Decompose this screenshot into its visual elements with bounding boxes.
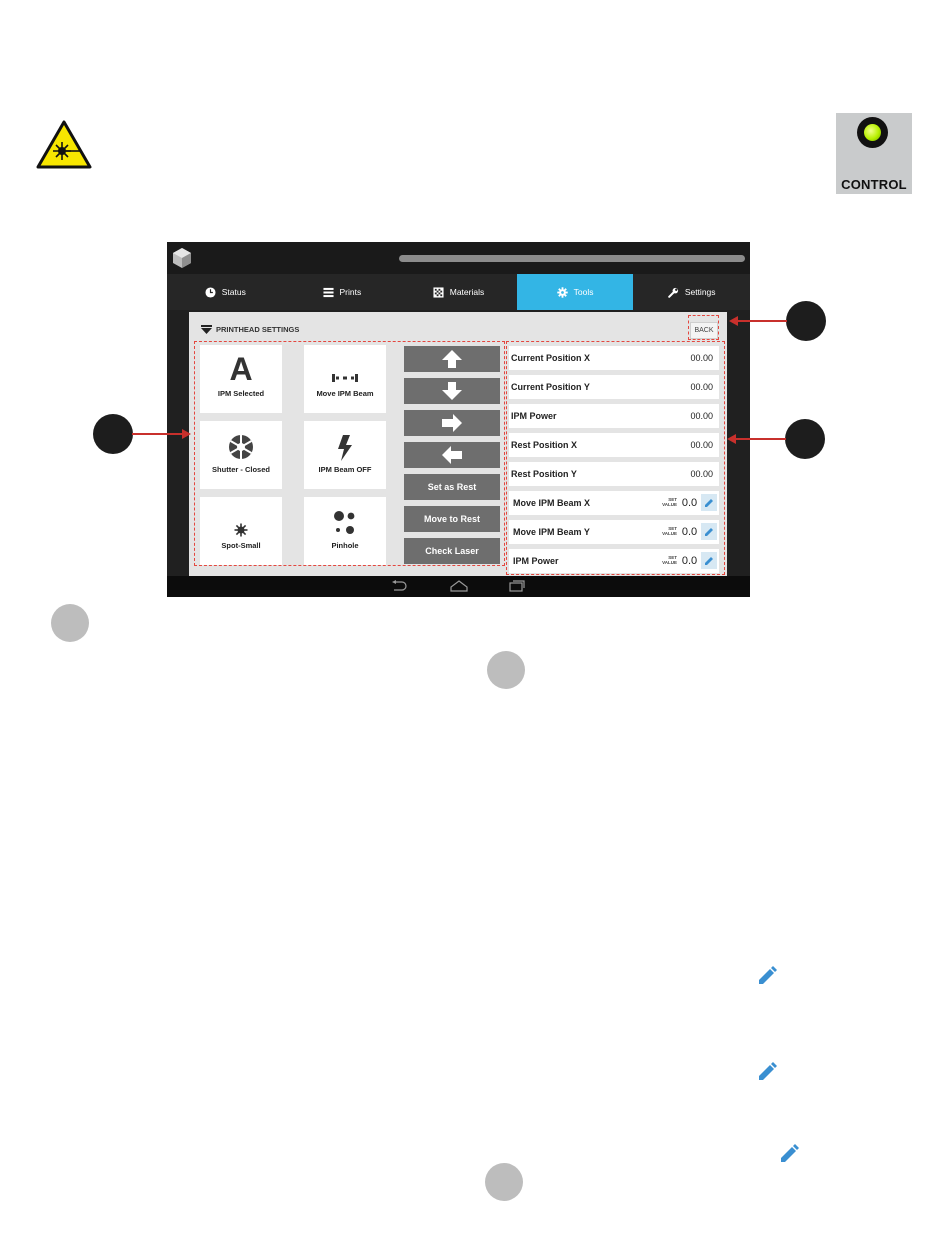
clock-icon <box>205 287 216 298</box>
row-value: 00.00 <box>690 469 713 479</box>
tile-label: IPM Beam OFF <box>318 465 372 474</box>
row-label: Move IPM Beam Y <box>513 527 590 537</box>
pencil-icon <box>757 1062 777 1082</box>
control-ring <box>857 117 888 148</box>
values-callout-box <box>506 341 725 575</box>
row-label: Current Position X <box>511 353 591 363</box>
set-value-label: SET VALUE <box>662 497 677 507</box>
main-nav <box>167 274 750 310</box>
recents-nav-icon[interactable] <box>509 580 525 592</box>
checker-icon <box>433 287 444 298</box>
android-nav-bar <box>167 576 750 597</box>
tile-label: Move IPM Beam <box>316 389 374 398</box>
callout-circle-controls <box>93 414 133 454</box>
controls-callout-box <box>194 341 505 566</box>
tab-label: Prints <box>339 287 362 297</box>
home-nav-icon[interactable] <box>450 580 468 592</box>
set-value-label: SET VALUE <box>662 526 677 536</box>
tile-label: Shutter - Closed <box>212 465 270 474</box>
tab-label: Settings <box>684 287 716 297</box>
row-label: Current Position Y <box>511 382 590 392</box>
row-label: IPM Power <box>511 411 557 421</box>
gear-icon <box>557 287 568 298</box>
callout-circle-back <box>786 301 826 341</box>
callout-arrow-controls <box>182 429 191 439</box>
tablet-screen <box>167 242 750 597</box>
gray-marker <box>485 1163 523 1201</box>
status-led <box>864 124 881 141</box>
callout-line-back <box>737 320 787 322</box>
callout-circle-values <box>785 419 825 459</box>
tab-label: Tools <box>573 287 594 297</box>
progress-bar <box>399 255 745 262</box>
check-laser-button[interactable]: Check Laser <box>404 538 500 564</box>
callout-line-values <box>735 438 786 440</box>
tab-status[interactable] <box>167 274 284 310</box>
row-value: 00.00 <box>690 382 713 392</box>
row-label: Rest Position X <box>511 440 578 450</box>
tab-tools[interactable] <box>517 274 634 310</box>
tile-label: Spot-Small <box>221 541 261 550</box>
tile-label: IPM Selected <box>217 389 265 398</box>
row-label: Rest Position Y <box>511 469 577 479</box>
tab-label: Status <box>221 287 246 297</box>
row-label: Move IPM Beam X <box>513 498 591 508</box>
panel-title <box>201 325 299 334</box>
gray-marker <box>51 604 89 642</box>
printhead-icon <box>201 325 212 334</box>
printhead-settings-panel <box>189 312 727 576</box>
set-value-label: SET VALUE <box>662 555 677 565</box>
control-button-photo <box>836 113 912 194</box>
cube-logo-icon <box>170 246 194 270</box>
callout-arrow-values <box>727 434 736 444</box>
tab-settings[interactable] <box>633 274 750 310</box>
callout-arrow-back <box>729 316 738 326</box>
pencil-icon <box>757 966 777 986</box>
pencil-icon <box>779 1144 799 1164</box>
menu-icon <box>323 287 334 298</box>
tab-label: Materials <box>449 287 485 297</box>
tab-materials[interactable] <box>400 274 517 310</box>
tile-label: Pinhole <box>331 541 359 550</box>
panel-title-text: PRINTHEAD SETTINGS <box>216 325 300 334</box>
gray-marker <box>487 651 525 689</box>
set-as-rest-button[interactable]: Set as Rest <box>404 474 500 500</box>
row-value: 00.00 <box>690 440 713 450</box>
status-bar <box>167 242 750 274</box>
row-value: 00.00 <box>690 411 713 421</box>
laser-warning-icon <box>36 120 92 170</box>
value-input[interactable]: 0.0 <box>681 526 698 538</box>
callout-line-controls <box>132 433 182 435</box>
back-button[interactable]: BACK <box>690 322 718 339</box>
tile-glyph: A <box>229 351 253 387</box>
move-to-rest-button[interactable]: Move to Rest <box>404 506 500 532</box>
value-input[interactable]: 0.0 <box>681 555 698 567</box>
back-callout-box <box>688 315 719 340</box>
tab-prints[interactable] <box>284 274 401 310</box>
row-label: IPM Power <box>513 556 559 566</box>
row-value: 00.00 <box>690 353 713 363</box>
control-label: CONTROL <box>841 177 907 192</box>
value-input[interactable]: 0.0 <box>681 497 698 509</box>
back-nav-icon[interactable] <box>391 580 407 592</box>
wrench-icon <box>668 287 679 298</box>
